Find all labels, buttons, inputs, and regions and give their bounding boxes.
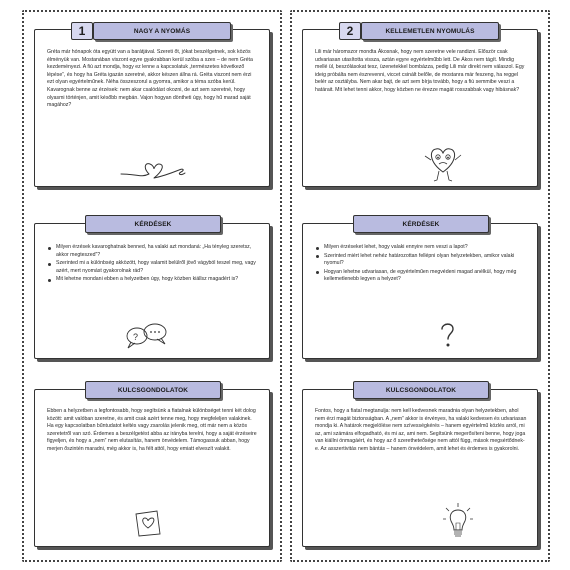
key-thoughts-banner: KULCSGONDOLATOK: [85, 381, 221, 399]
lightbulb-icon: [443, 502, 473, 542]
story-card: [34, 24, 270, 187]
scenario-column-2: [290, 10, 550, 562]
story-text: Gréta már hónapok óta együtt van a barátjával. Szereti őt, jókat beszélgetnek, sok közös élményük van. Mostanában viszont egyre gyakrabban kerül szóba a szex – de nem Gréta kezdeményezi. A fiú azt mondja, hogy ez lenne a kapcsolatuk „természetes következő lépése”, és hogy ha Gréta igazán szeretné, akkor készen állna rá. Gréta viszont nem érzi ezt olyan egyértelműnek. Néha összeszorul a gyomra, amikor a téma szóba kerül. Kavarognak benne az érzések: nem akar csalódást okozni, de azt sem szeretné, hogy olyasmi történjen, amit később megbán. Vajon hogyan döntheti úgy, hogy hű marad saját magához?: [47, 49, 253, 109]
story-number-badge: 1: [71, 22, 93, 40]
question-item: Szerinted mi a különbség akközött, hogy valamit belülről jövő vágyból teszel meg, vagy azért, mert nyomást gyakorolnak rád?: [47, 260, 257, 275]
story-title-banner: NAGY A NYOMÁS: [93, 22, 231, 40]
question-item: Mit lehetne mondani ebben a helyzetben úgy, hogy közben kiállsz magadért is?: [47, 276, 257, 284]
key-thoughts-text: Fontos, hogy a fiatal megtanulja: nem kell kedvesnek maradnia olyan helyzetekben, ahol nem érzi magát biztonságban. A „nem” akkor is érvényes, ha valaki kedvesen és udvariasan mondja ki. A határok megjelölése nem szívességkérés – hanem egyértelmű közlés arról, mi az, ami számára elfogadható, és mi az, ami nem. Segítsünk megerősíteni benne, hogy joga van kiállni önmagáért, és hogy az ő szeretheteősége nem attól függ, mások megsértődnek-e. Az asszertivitás nem bántás – hanem önvédelem, amit lehet és érdemes is gyakorolni.: [315, 408, 527, 452]
key-thoughts-card: [34, 386, 270, 547]
worried-heart-icon: [423, 140, 463, 184]
questions-card: [302, 220, 538, 359]
questions-banner: KÉRDÉSEK: [353, 215, 489, 233]
key-thoughts-text: Ebben a helyzetben a legfontosabb, hogy segítsünk a fiatalnak különbséget tenni két dolog között: amit valóban szeretne, és amit csak azért tenne meg, hogy megfeleljen valakinek. Ha egy kapcsolatban bűntudatot keltés vagy zsarolás jelenik meg, ott már nem a közös szeretetről van szó. Érdemes a beszélgetést abba az irányba terelni, hogy a saját érzéseire figyeljen, és hogy a „nem” nem elutasítás, hanem önvédelem. Támogassuk abban, hogy merjen őszintén maradni, még akkor is, ha félt attól, hogy emiatt elveszít valakit.: [47, 408, 257, 452]
story-number-badge: 2: [339, 22, 361, 40]
speech-bubbles-icon: [125, 320, 169, 350]
questions-list: [315, 244, 525, 285]
question-mark-icon: [437, 320, 459, 350]
story-text: Lili már háromszor mondta Ákosnak, hogy nem szeretne vele randizni. Először csak udvariasan utasította vissza, aztán egyre egyértelműbb lett. De Ákos nem tágít. Mindig mellé ül, beszólásokat tesz, üzenetekkel bombázza, pedig Lili már direkt nem válaszol. Egy ideig próbálta nem észrevenni, viccet csinált belőle, de mostanra már feszeng, ha reggel belér az osztályba. Nem akar bajt, de azt sem bírja tovább, hogy a fiú semmibe veszi a határait. Mit lehet tenni akkor, hogy közben ne érezze magát rosszabbak vagy hibásnak?: [315, 49, 525, 93]
svg-text:?: ?: [133, 332, 139, 342]
story-card: [302, 24, 538, 187]
questions-list: [47, 244, 257, 285]
key-thoughts-card: [302, 386, 538, 547]
question-item: Milyen érzések kavaroghatnak benned, ha valaki azt mondaná: „Ha tényleg szeretsz, akkor megteszed”?: [47, 244, 257, 259]
questions-card: [34, 220, 270, 359]
story-title-banner: KELLEMETLEN NYOMULÁS: [361, 22, 499, 40]
question-item: Szerinted miért lehet nehéz határozottan fellépni olyan helyzetekben, amikor valaki nyomul?: [315, 253, 525, 268]
question-item: Hogyan lehetne udvariasan, de egyértelműen megvédeni magad anélkül, hogy még kellemetlenebb legyen a helyzet?: [315, 269, 525, 284]
scenario-column-1: [22, 10, 282, 562]
key-thoughts-banner: KULCSGONDOLATOK: [353, 381, 489, 399]
question-item: Milyen érzéseket lehet, hogy valaki ennyire nem veszi a lapot?: [315, 244, 525, 252]
questions-banner: KÉRDÉSEK: [85, 215, 221, 233]
heart-card-icon: [133, 508, 163, 538]
heart-line-icon: [119, 158, 189, 180]
